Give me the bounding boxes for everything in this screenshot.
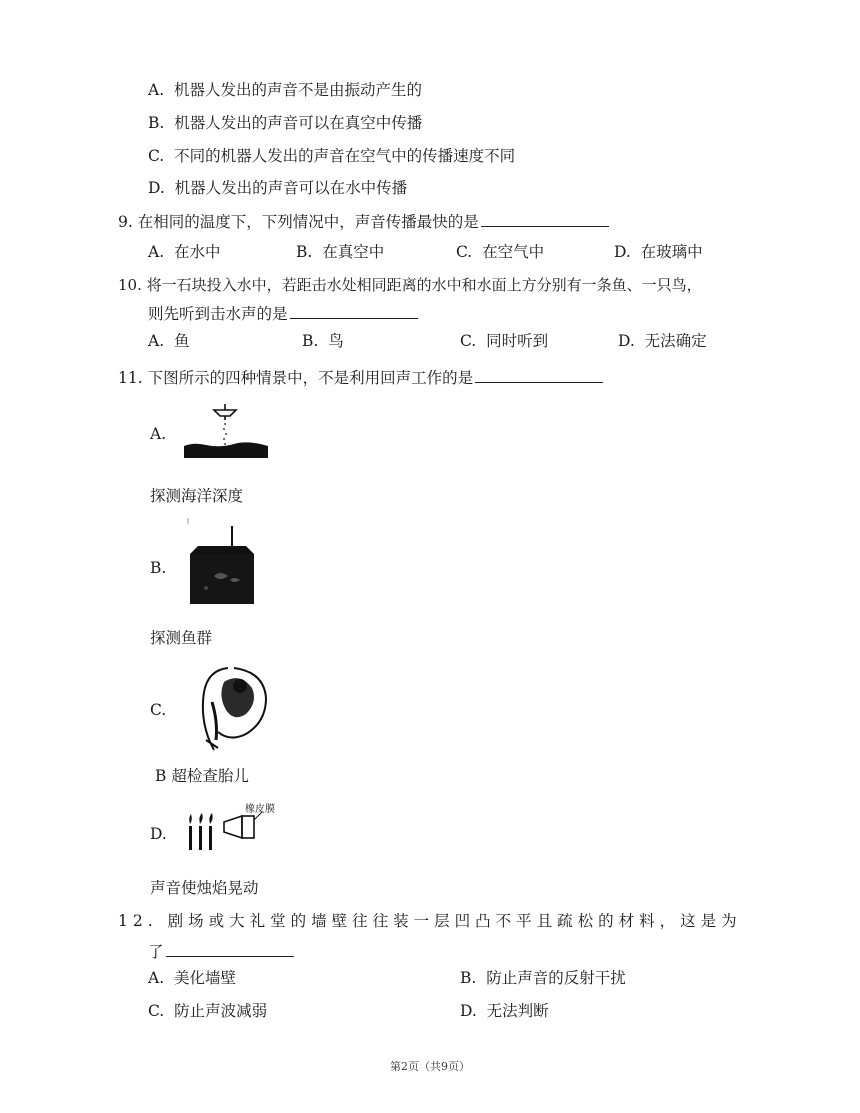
answer-blank	[481, 210, 609, 227]
rubber-membrane-label: 橡皮膜	[245, 804, 275, 815]
page-footer: 第2页（共9页）	[390, 1060, 470, 1073]
q10-stem-line1: 10. 将一石块投入水中，若距击水处相同距离的水中和水面上方分别有一条鱼、一只鸟，	[118, 276, 702, 294]
q11-stem: 11. 下图所示的四种情景中，不是利用回声工作的是	[118, 366, 603, 388]
answer-blank	[475, 366, 603, 383]
fish-detection-figure	[184, 516, 260, 606]
answer-blank	[166, 940, 294, 957]
q9-option-a: A. 在水中	[148, 243, 221, 261]
q10-option-b: B. 鸟	[302, 332, 344, 350]
q9-option-c: C. 在空气中	[456, 243, 545, 261]
q11-option-c-caption: B 超检查胎儿	[155, 767, 249, 785]
q11-option-c-letter: C.	[150, 701, 167, 719]
q8-option-b: B. 机器人发出的声音可以在真空中传播	[148, 114, 423, 132]
q12-option-b: B. 防止声音的反射干扰	[460, 969, 626, 987]
q8-option-c: C. 不同的机器人发出的声音在空气中的传播速度不同	[148, 147, 516, 165]
q12-stem-line2: 了	[148, 940, 294, 962]
q12-option-a: A. 美化墙壁	[148, 969, 236, 987]
q12-stem-line1: 12. 剧场或大礼堂的墙壁往往装一层凹凸不平且疏松的材料，这是为	[118, 912, 742, 930]
q12-option-d: D. 无法判断	[460, 1002, 549, 1020]
q11-option-a-caption: 探测海洋深度	[150, 487, 244, 505]
q11-option-a-letter: A.	[150, 425, 167, 443]
q10-option-c: C. 同时听到	[460, 332, 549, 350]
q10-option-d: D. 无法确定	[618, 332, 707, 350]
ultrasound-fetus-figure	[188, 662, 272, 752]
q9-option-b: B. 在真空中	[296, 243, 385, 261]
q10-option-a: A. 鱼	[148, 332, 190, 350]
q9-option-d: D. 在玻璃中	[614, 243, 703, 261]
q8-option-a: A. 机器人发出的声音不是由振动产生的	[148, 81, 422, 99]
q11-option-d-letter: D.	[150, 825, 167, 843]
q8-option-d: D. 机器人发出的声音可以在水中传播	[148, 179, 408, 197]
q11-option-b-caption: 探测鱼群	[150, 629, 213, 647]
ocean-depth-figure	[184, 402, 268, 460]
q9-stem: 9. 在相同的温度下，下列情况中，声音传播最快的是	[118, 210, 609, 232]
q10-stem-line2: 则先听到击水声的是	[148, 302, 418, 324]
q12-option-c: C. 防止声波减弱	[148, 1002, 268, 1020]
q11-option-d-caption: 声音使烛焰晃动	[150, 879, 259, 897]
answer-blank	[290, 302, 418, 319]
q11-option-b-letter: B.	[150, 559, 167, 577]
